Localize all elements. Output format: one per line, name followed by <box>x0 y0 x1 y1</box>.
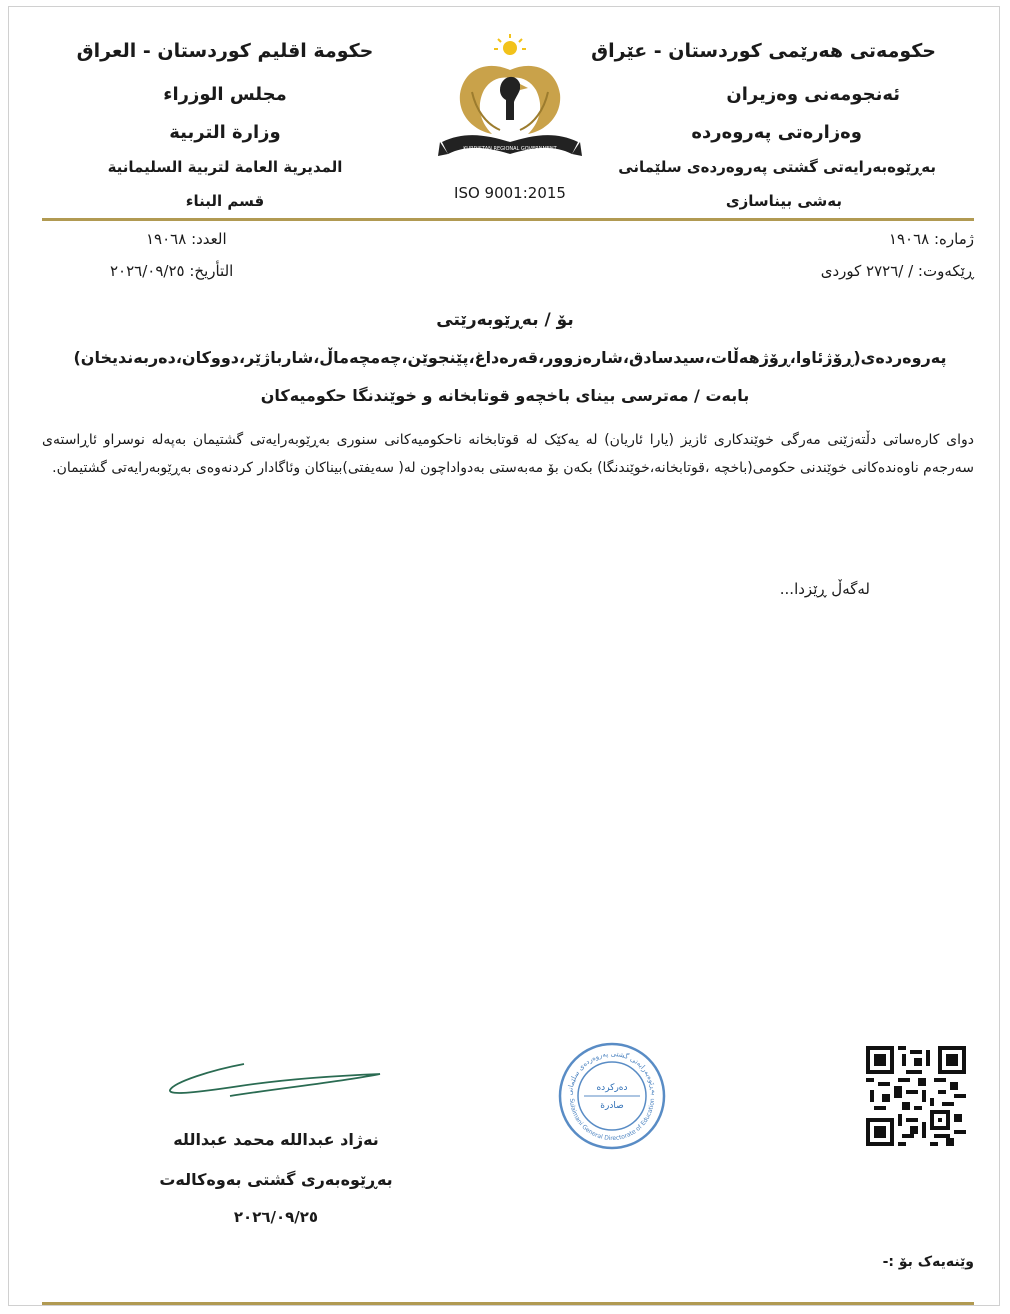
recipient-to: بۆ / بەڕێوبەرێتی <box>436 310 574 330</box>
qr-code <box>866 1046 966 1146</box>
signature-date: ٢٠٢٦/٠٩/٢٥ <box>233 1208 319 1226</box>
signatory-name: نەژاد عبداللە محمد عبداللە <box>173 1130 379 1149</box>
number-kurdish: ژمارە: ١٩٠٦٨ <box>888 230 974 248</box>
svg-text:دەرکردە: دەرکردە <box>596 1083 628 1093</box>
header-left-line3: وزارة التربية <box>169 122 281 143</box>
sun-icon <box>494 34 526 55</box>
header-left-line1: حكومة اقليم كوردستان - العراق <box>76 40 374 62</box>
header-right-line2: ئەنجومەنی وەزیران <box>726 84 900 105</box>
number-arabic: العدد: ١٩٠٦٨ <box>146 230 227 248</box>
footer-divider <box>42 1302 974 1305</box>
date-arabic: التأريخ: ٢٠٢٦/٠٩/٢٥ <box>110 262 234 280</box>
krg-emblem-logo <box>436 30 584 170</box>
date-kurdish: ڕێکەوت: / /٢٧٢٦ کوردی <box>820 262 974 280</box>
handwritten-signature <box>160 1058 390 1102</box>
header-left-line5: قسم البناء <box>185 192 265 210</box>
svg-text:Sulaimani General Directorate: Sulaimani General Directorate of Education <box>567 1098 657 1143</box>
closing-regards: لەگەڵ ڕێزدا... <box>779 580 870 598</box>
header-right-line1: حکومەتی هەرێمی کوردستان - عێراق <box>591 40 936 62</box>
header-right-line5: بەشی بیناسازی <box>725 192 842 210</box>
cc-label: وێنەیەک بۆ :- <box>882 1254 974 1270</box>
header-right-line3: وەزارەتی پەروەردە <box>691 122 862 143</box>
svg-text:صادرة: صادرة <box>600 1101 624 1111</box>
header-right-line4: بەڕێوەبەرایەتی گشتی پەروەردەی سلێمانی <box>618 158 936 176</box>
header-left-line2: مجلس الوزراء <box>163 84 287 105</box>
svg-text:بەڕێوەبەرایەتی گشتی پەروەردەی: بەڕێوەبەرایەتی گشتی پەروەردەی سلێمانی <box>565 1049 659 1096</box>
iso-label: ISO 9001:2015 <box>454 184 566 202</box>
header-divider <box>42 218 974 221</box>
official-stamp <box>556 1040 668 1152</box>
recipient-directorates: پەروەردەی(ڕۆژئاوا،ڕۆژهەڵات،سیدسادق،شارەزوور،قەرەداغ،پێنجوێن،چەمچەماڵ،شارباژێر،دووکان،دەربەندیخان) <box>73 348 947 367</box>
subject-line: بابەت / مەترسی بینای باخچەو قوتابخانە و خوێندنگا حکومیەکان <box>260 386 750 405</box>
svg-text:KURDISTAN REGIONAL GOVERNMENT: KURDISTAN REGIONAL GOVERNMENT <box>463 146 557 152</box>
body-paragraph: دوای کارەساتی دڵتەزێنی مەرگی خوێندکاری ئازیز (یارا ئاریان) لە یەکێک لە قوتابخانە ناحکومیەکانی سنوری بەڕێوبەرایەتی گشتیمان بەپەلە نوسراو ئاڕاستەی سەرجەم ناوەندەکانی خوێندنی حکومی(باخچە ،قوتابخانە،خوێندنگا) بکەن بۆ مەبەستی بەدواداچون لە( سەیفتی)بیناکان وئاگادار کردنەوەی بەڕێوبەرایەتی گشتیمان. <box>42 432 974 476</box>
signatory-title: بەڕێوەبەری گشتی بەوەکالەت <box>159 1170 393 1189</box>
header-left-line4: المديرية العامة لتربية السليمانية <box>107 158 343 176</box>
